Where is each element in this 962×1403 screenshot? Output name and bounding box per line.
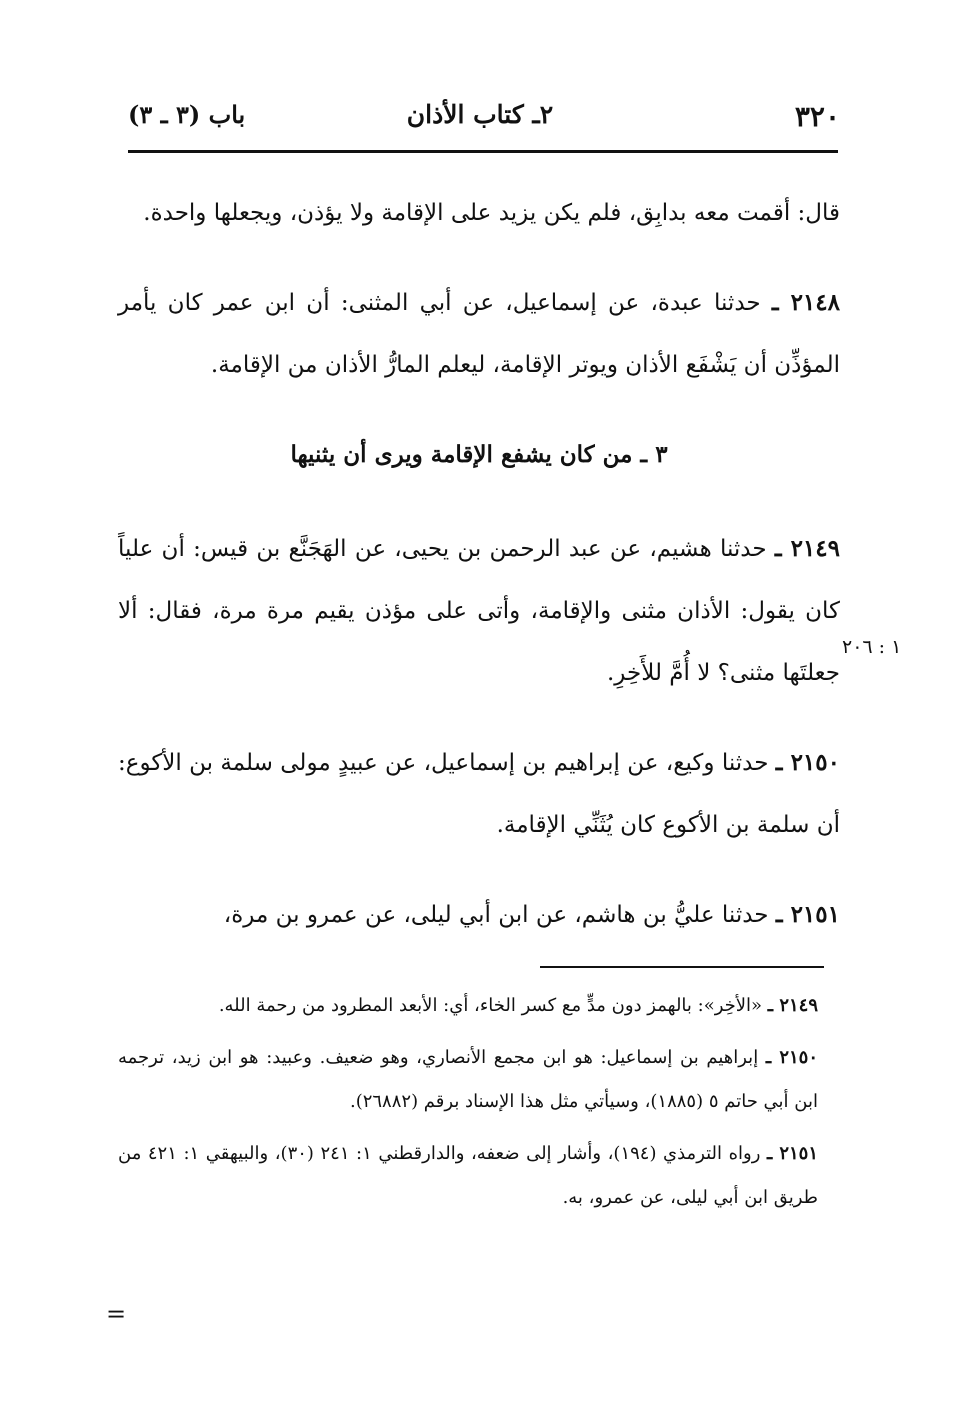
- footnote-text: رواه الترمذي (١٩٤)، وأشار إلى ضعفه، والدارقطني ١: ٢٤١ (٣٠)، والبيهقي ١: ٤٢١ من طريق ابن أبي ليلى، عن عمرو، به.: [118, 1143, 818, 1208]
- hadith-text: حدثنا عليُّ بن هاشم، عن ابن أبي ليلى، عن عمرو بن مرة،: [223, 902, 776, 928]
- main-text: [118, 182, 840, 974]
- footnotes: [118, 984, 818, 1228]
- hadith-2149: [118, 518, 840, 704]
- margin-note: ١ : ٢٠٦: [842, 636, 902, 658]
- section-title: ٣ ـ من كان يشفع الإقامة ويرى أن يثنيها: [290, 441, 668, 468]
- chapter-reference: باب (٣ ـ ٣): [128, 100, 246, 129]
- page-header: [120, 96, 840, 136]
- footnote-rule: [540, 966, 824, 968]
- footnote-number: ٢١٥٠ ـ: [765, 1047, 818, 1068]
- book-title: ٢ـ كتاب الأذان: [406, 100, 554, 129]
- hadith-text: حدثنا هشيم، عن عبد الرحمن بن يحيى، عن الهَجَنَّع بن قيس: أن علياً كان يقول: الأذان مثنى والإقامة، وأتى على مؤذن يقيم مرة مرة، فقال: ألا جعلتَها مثنى؟ لا أُمَّ للأَخِرِ.: [118, 536, 840, 686]
- footnote-2151: [118, 1132, 818, 1220]
- paragraph-continuation: قال: أقمت معه بدابِق، فلم يكن يزيد على الإقامة ولا يؤذن، ويجعلها واحدة.: [143, 200, 840, 226]
- hadith-2148: [118, 272, 840, 396]
- hadith-text: حدثنا عبدة، عن إسماعيل، عن أبي المثنى: أن ابن عمر كان يأمر المؤذِّن أن يَشْفَع الأذان ويوتر الإقامة، ليعلم المارُّ الأذان من الإقامة.: [118, 290, 840, 378]
- continuation-mark: =: [106, 1300, 127, 1328]
- hadith-number: ٢١٤٨ ـ: [771, 289, 840, 316]
- page-number: ٣٢٠: [794, 100, 840, 133]
- hadith-2150: [118, 732, 840, 856]
- footnote-number: ٢١٥١ ـ: [766, 1143, 818, 1164]
- header-rule: [128, 150, 838, 153]
- hadith-number: ٢١٤٩ ـ: [774, 535, 840, 562]
- hadith-text: حدثنا وكيع، عن إبراهيم بن إسماعيل، عن عبيدٍ مولى سلمة بن الأكوع: أن سلمة بن الأكوع كان يُثَنِّي الإقامة.: [118, 750, 840, 838]
- footnote-number: ٢١٤٩ ـ: [767, 995, 818, 1016]
- hadith-2151: [118, 884, 840, 946]
- footnote-text: «الأخِر»: بالهمز دون مدٍّ مع كسر الخاء، أي: الأبعد المطرود من رحمة الله.: [218, 995, 768, 1016]
- footnote-2149: [118, 984, 818, 1028]
- hadith-number: ٢١٥٠ ـ: [775, 749, 840, 776]
- footnote-2150: [118, 1036, 818, 1124]
- hadith-number: ٢١٥١ ـ: [775, 901, 840, 928]
- footnote-text: إبراهيم بن إسماعيل: هو ابن مجمع الأنصاري، وهو ضعيف. وعبيد: هو ابن زيد، ترجمه ابن أبي حاتم ٥ (١٨٨٥)، وسيأتي مثل هذا الإسناد برقم (٢٦٨٨٢).: [118, 1047, 818, 1112]
